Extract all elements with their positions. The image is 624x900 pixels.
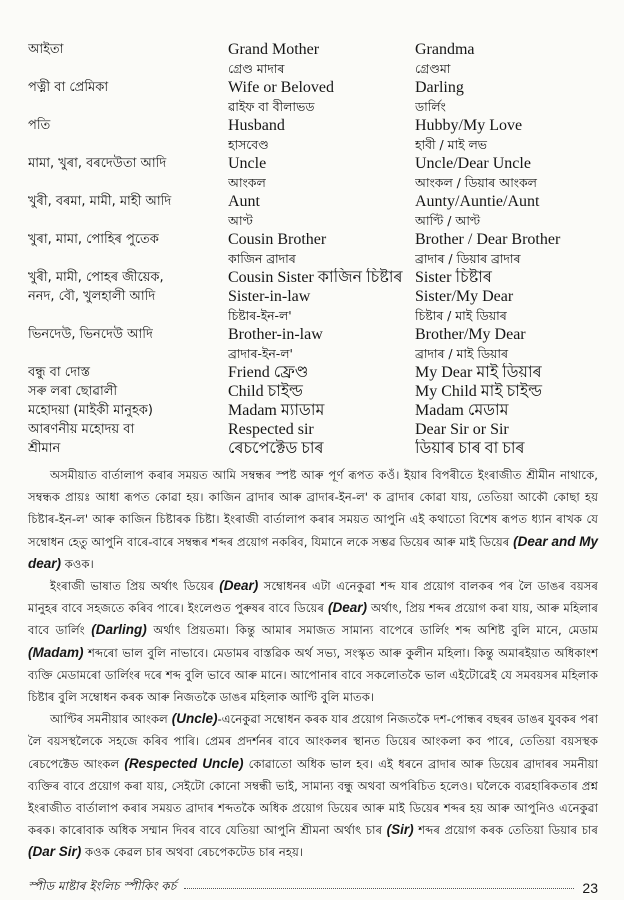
informal-pronunciation: গ্ৰেণ্ডমা (415, 61, 451, 76)
paragraph: অসমীয়াত বাৰ্তালাপ কৰাৰ সময়ত আমি সম্বন্ধৰ স্পষ্ট আৰু পূৰ্ণ ৰূপত কওঁ। ইয়াৰ বিপৰীতে ইংৰাজীত শ্ৰীমীন নাথাকে, সম্বন্ধক প্ৰায়ঃ আধা ৰূপত কোৱা হয়। কাজিন ব্ৰাদাৰ আৰু ব্ৰাদাৰ-ইন-ল' ক ব্ৰাদাৰ কোৱা যায়, তেতিয়া আকৌ কোছা হয় চিষ্টাৰ-ইন-ল' আৰু কাজিন চিষ্টাৰক চিষ্টা। ইংৰাজী বাৰ্তালাপ কৰাৰ সময়ত আপুনি এই কথাতো বিশেষ ৰূপত ধ্যান ৰাখক যে সম্বোধন হেতু আপুনি বাৰে-বাৰে সম্বন্ধৰ শব্দৰ প্ৰয়োগ নকৰিব, যিমানে লকে সম্ভৱ ডিয়েৰ আৰু মাই ডিয়েৰ (Dear and My dear) কওক। (28, 468, 599, 571)
assamese-term: খুৰা, মামা, পোহিৰ পুতেক (28, 232, 159, 247)
page-content (28, 40, 598, 864)
informal-pronunciation: আংকল / ডিয়াৰ আংকল (415, 175, 537, 190)
assamese-term: বন্ধু বা দোস্ত (28, 365, 91, 380)
paragraph: ইংৰাজী ভাষাত প্ৰিয় অৰ্থাৎ ডিয়েৰ (Dear) সম্বোধনৰ এটা এনেকুৱা শব্দ যাৰ প্ৰয়োগ বালকৰ পৰ লৈ ডাঙৰ বয়সৰ মানুহৰ বাবে সহজতে কৰিব পাৰে। ইংলেণ্ডত পুৰুষৰ বাবে ডিয়েৰ (Dear) অৰ্থাৎ, প্ৰিয় শব্দৰ প্ৰয়োগ কৰা যায়, আৰু মহিলাৰ বাবে ডাৰ্লিং (Darling) অৰ্থাৎ প্ৰিয়তমা। কিন্তু আমাৰ সমাজত সামান্য বাপেৰে ডাৰ্লিং শব্দ অশিষ্ট বুলি মানে, মেডাম (Madam) শব্দৰো ভাল বুলি নাভাবে। মেডামৰ বাস্তৱিক অৰ্থ সভ্য, সংস্কৃত আৰু কুলীন মহিলা। কিন্তু অমাৰইয়াত অধিকাংশ ব্যক্তি মেডামৰো ডাৰ্লিংৰ দৰে শব্দ বুলি ভাবে আৰু মানে। আপোনাৰ বাবে সকলোতকৈ ভাল এইটোৱেই যে সমবয়সৰ মহিলাক চিষ্টাৰ বুলি সম্বোধন কৰক আৰু নিজতকৈ ডাঙৰ মহিলাক আণ্টি বুলি মাতক। (28, 578, 599, 705)
assamese-term: পত্নী বা প্ৰেমিকা (28, 80, 109, 95)
glossary-row (28, 325, 598, 344)
english-term: Cousin Brother (228, 231, 327, 248)
english-term: Cousin Sister কাজিন চিষ্টাৰ (228, 269, 403, 286)
english-term: ৰেচপেক্টেড চাৰ (228, 440, 324, 457)
english-term: Child চাইল্ড (228, 383, 303, 400)
glossary-row (28, 192, 598, 211)
english-pronunciation: কাজিন ব্ৰাদাৰ (228, 251, 296, 266)
paragraph: আণ্টিৰ সমনীয়াৰ আংকল (Uncle)-এনেকুৱা সম্বোধন কৰক যাৰ প্ৰয়োগ নিজতকৈ দশ-পোন্ধৰ বছৰৰ ডাঙৰ যুবকৰ পৰা লৈ বয়সস্থলৈকে সহজে কৰিব পাৰি। প্ৰেমৰ প্ৰদৰ্শনৰ বাবে আংকলৰ স্থানত ডিয়েৰ আংকলা কব পাৰে, তেতিয়া বয়সস্থক ৰেচপেক্টেড আংকল (Respected Uncle) কোৱাতো অধিক ভাল হব। এই ধৰনে ব্ৰাদাৰ আৰু ডিয়েৰ ব্ৰাদাৰৰ সমনীয়া ব্যক্তিৰ বাবে প্ৰয়োগ কৰা যায়, সেইটো কোনো সম্বন্ধী ভাই, সামান্য বন্ধু অথবা অপৰিচিত হলেও। ঘলৈকে ব্যৱহাৰিকতাৰ প্ৰশ্ন ইংৰাজীত বাৰ্তালাপ কৰাৰ সময়ত ব্ৰাদাৰ শব্দতকৈ অধিক প্ৰয়োগ ডিয়েৰ আৰু মাই ডিয়েৰ শব্দৰ হয় আৰু আপুনিও এনেকুৱা কৰক। কাৰোবাক অধিক সম্মান দিবৰ বাবে যেতিয়া আপুনি শ্ৰীমনা অৰ্থাৎ চাৰ (Sir) শব্দৰ প্ৰয়োগ কৰক তেতিয়া ডিয়াৰ চাৰ (Dar Sir) কওক কেৱল চাৰ অথবা ৰেচপেকটেড চাৰ নহয়। (28, 711, 598, 860)
glossary-row (28, 268, 598, 287)
glossary-row (28, 382, 598, 401)
assamese-term: ভিনদেউ, ভিনদেউ আদি (28, 327, 153, 342)
english-term: Brother-in-law (228, 326, 323, 343)
assamese-term: খুৰী, মামী, পোহৰ জীয়েক, (28, 270, 164, 285)
glossary-row (28, 116, 598, 135)
glossary-row (28, 230, 598, 249)
assamese-term: পতি (28, 118, 51, 133)
spacer (28, 249, 228, 268)
english-pronunciation: আংকল (228, 175, 266, 190)
glossary-row (28, 40, 598, 59)
assamese-term: সৰু লৰা ছোৱালী (28, 384, 118, 399)
glossary-pronunciation-row (28, 59, 598, 78)
english-term: Sister-in-law (228, 288, 311, 305)
english-term: Madam ম্যাডাম (228, 402, 325, 419)
english-term: Grand Mother (228, 41, 320, 58)
spacer (28, 59, 228, 78)
spacer (28, 97, 228, 116)
glossary-row (28, 78, 598, 97)
assamese-term: মামা, খুৰা, বৰদেউতা আদি (28, 156, 167, 171)
informal-pronunciation: হাবী / মাই লভ (415, 137, 487, 152)
informal-term: Grandma (415, 41, 475, 58)
informal-term: Uncle/Dear Uncle (415, 155, 531, 172)
glossary-row (28, 287, 598, 306)
assamese-term: ননদ, বৌ, খুলহালী আদি (28, 289, 156, 304)
english-term: Aunt (228, 193, 260, 210)
footer-dotted-rule (184, 888, 574, 889)
assamese-term: আইতা (28, 42, 64, 57)
assamese-term: মহোদয়া (মাইকী মানুহক) (28, 403, 153, 418)
informal-term: ডিয়াৰ চাৰ বা চাৰ (415, 440, 525, 457)
english-pronunciation: ব্ৰাদাৰ-ইন-ল' (228, 346, 293, 361)
glossary-pronunciation-row (28, 97, 598, 116)
english-term: Friend ফ্ৰেণ্ড (228, 364, 309, 381)
glossary-row (28, 439, 598, 458)
english-pronunciation: ৱাইফ বা বীলাভড (228, 99, 315, 114)
english-term: Respected sir (228, 421, 314, 438)
relationship-glossary (28, 40, 598, 458)
informal-term: Sister/My Dear (415, 288, 514, 305)
glossary-row (28, 401, 598, 420)
english-pronunciation: আণ্ট (228, 213, 253, 228)
english-pronunciation: চিষ্টাৰ-ইন-ল' (228, 308, 292, 323)
book-title: স্পীড মাষ্টাৰ ইংলিচ স্পীকিং কৰ্চ (28, 879, 177, 893)
english-term: Husband (228, 117, 285, 134)
informal-term: Brother / Dear Brother (415, 231, 561, 248)
glossary-pronunciation-row (28, 211, 598, 230)
informal-term: Sister চিষ্টাৰ (415, 269, 492, 286)
english-term: Uncle (228, 155, 267, 172)
informal-pronunciation: আণ্টি / আণ্ট (415, 213, 481, 228)
glossary-pronunciation-row (28, 306, 598, 325)
informal-term: My Child মাই চাইল্ড (415, 383, 542, 400)
informal-pronunciation: ব্ৰাদাৰ / মাই ডিয়াৰ (415, 346, 508, 361)
page-number: 23 (582, 880, 598, 896)
informal-term: Aunty/Auntie/Aunt (415, 193, 540, 210)
glossary-pronunciation-row (28, 135, 598, 154)
explanation-paragraphs (28, 464, 598, 864)
informal-pronunciation: চিষ্টাৰ / মাই ডিয়াৰ (415, 308, 507, 323)
informal-pronunciation: ব্ৰাদাৰ / ডিয়াৰ ব্ৰাদাৰ (415, 251, 521, 266)
english-pronunciation: হাসবেণ্ড (228, 137, 269, 152)
informal-term: Hubby/My Love (415, 117, 523, 134)
informal-term: Brother/My Dear (415, 326, 526, 343)
assamese-term: খুৰী, বৰমা, মামী, মাহী আদি (28, 194, 172, 209)
spacer (28, 173, 228, 192)
informal-pronunciation: ডাৰ্লিং (415, 99, 446, 114)
glossary-row (28, 363, 598, 382)
informal-term: Dear Sir or Sir (415, 421, 509, 438)
spacer (28, 135, 228, 154)
informal-term: My Dear মাই ডিয়াৰ (415, 364, 542, 381)
english-term: Wife or Beloved (228, 79, 334, 96)
spacer (28, 344, 228, 363)
assamese-term: আৰণনীয় মহোদয় বা (28, 422, 135, 437)
glossary-pronunciation-row (28, 344, 598, 363)
informal-term: Madam মেডাম (415, 402, 509, 419)
page-footer (28, 878, 598, 898)
informal-term: Darling (415, 79, 464, 96)
glossary-pronunciation-row (28, 173, 598, 192)
english-pronunciation: গ্ৰেণ্ড মাদাৰ (228, 61, 285, 76)
glossary-pronunciation-row (28, 249, 598, 268)
glossary-row (28, 154, 598, 173)
spacer (28, 211, 228, 230)
spacer (28, 306, 228, 325)
glossary-row (28, 420, 598, 439)
assamese-term: শ্ৰীমান (28, 441, 61, 456)
